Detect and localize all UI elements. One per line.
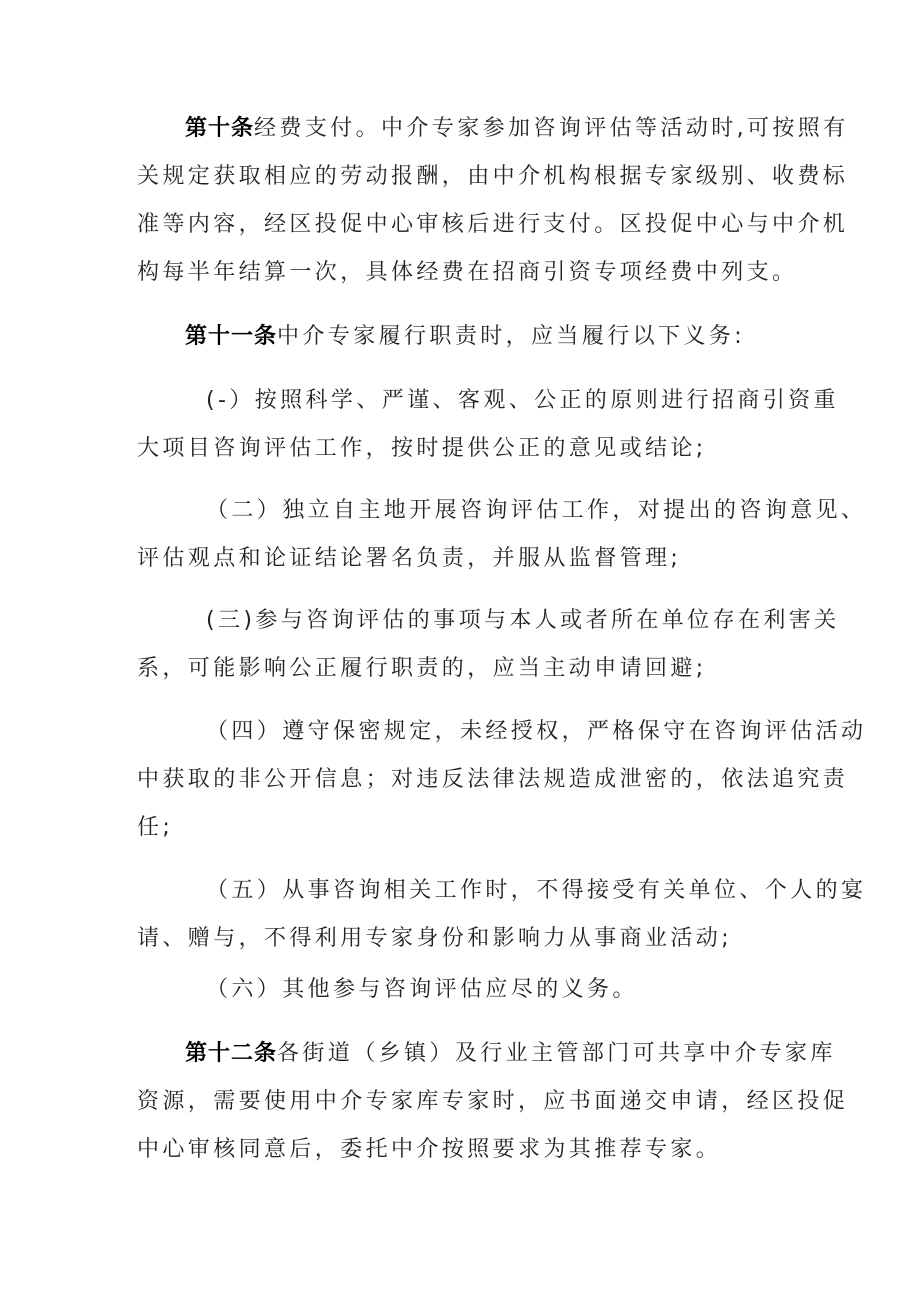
article-10-text: 经费支付。中介专家参加咨询评估等活动时,可按照有 — [254, 116, 849, 141]
article-11-intro: 中介专家履行职责时，应当履行以下义务: — [277, 324, 746, 349]
article-11-item-3-line-1: (三)参与咨询评估的事项与本人或者所在单位存在利害关 — [206, 608, 840, 633]
article-12-text: 各街道（乡镇）及行业主管部门可共享中介专家库 — [277, 1041, 836, 1066]
article-11-item-2-line-1: （二）独立自主地开展咨询评估工作，对提出的咨询意见、 — [206, 498, 867, 523]
article-11-item-5-line-1: （五）从事咨询相关工作时，不得接受有关单位、个人的宴 — [206, 878, 867, 903]
article-11-item-4-line-1: （四）遵守保密规定，未经授权，严格保守在咨询评估活动 — [206, 719, 867, 744]
article-10-line-1 — [185, 114, 885, 144]
article-11-item-1-line-1: (-）按照科学、严谨、客观、公正的原则进行招商引资重 — [206, 388, 839, 413]
article-12-heading: 第十二条 — [185, 1041, 278, 1066]
article-11-line-1 — [185, 322, 885, 352]
article-11-item-1-line-2: 大项目咨询评估工作，按时提供公正的意见或结论; — [137, 436, 707, 461]
article-12-line-3: 中心审核同意后，委托中介按照要求为其推荐专家。 — [137, 1137, 722, 1162]
article-11-item-4-line-3: 任; — [137, 815, 174, 840]
article-11-item-2-line-2: 评估观点和论证结论署名负责，并服从监督管理; — [137, 546, 682, 571]
article-12-line-1 — [185, 1039, 885, 1069]
article-10-heading: 第十条 — [185, 116, 255, 141]
article-11-heading: 第十一条 — [185, 324, 278, 349]
article-11-item-3-line-2: 系，可能影响公正履行职责的，应当主动申请回避; — [137, 656, 707, 681]
article-10-line-4: 构每半年结算一次，具体经费在招商引资专项经费中列支。 — [137, 260, 798, 285]
article-10-line-2: 关规定获取相应的劳动报酬，由中介机构根据专家级别、收费标 — [137, 164, 849, 189]
article-11-item-5-line-2: 请、赠与，不得利用专家身份和影响力从事商业活动; — [137, 926, 733, 951]
article-12-line-2: 资源，需要使用中介专家库专家时，应书面递交申请，经区投促 — [137, 1089, 849, 1114]
article-11-item-6-line-1: （六）其他参与咨询评估应尽的义务。 — [206, 977, 638, 1002]
article-11-item-4-line-2: 中获取的非公开信息；对违反法律法规造成泄密的，依法追究责 — [137, 767, 849, 792]
article-10-line-3: 准等内容，经区投促中心审核后进行支付。区投促中心与中介机 — [137, 212, 849, 237]
